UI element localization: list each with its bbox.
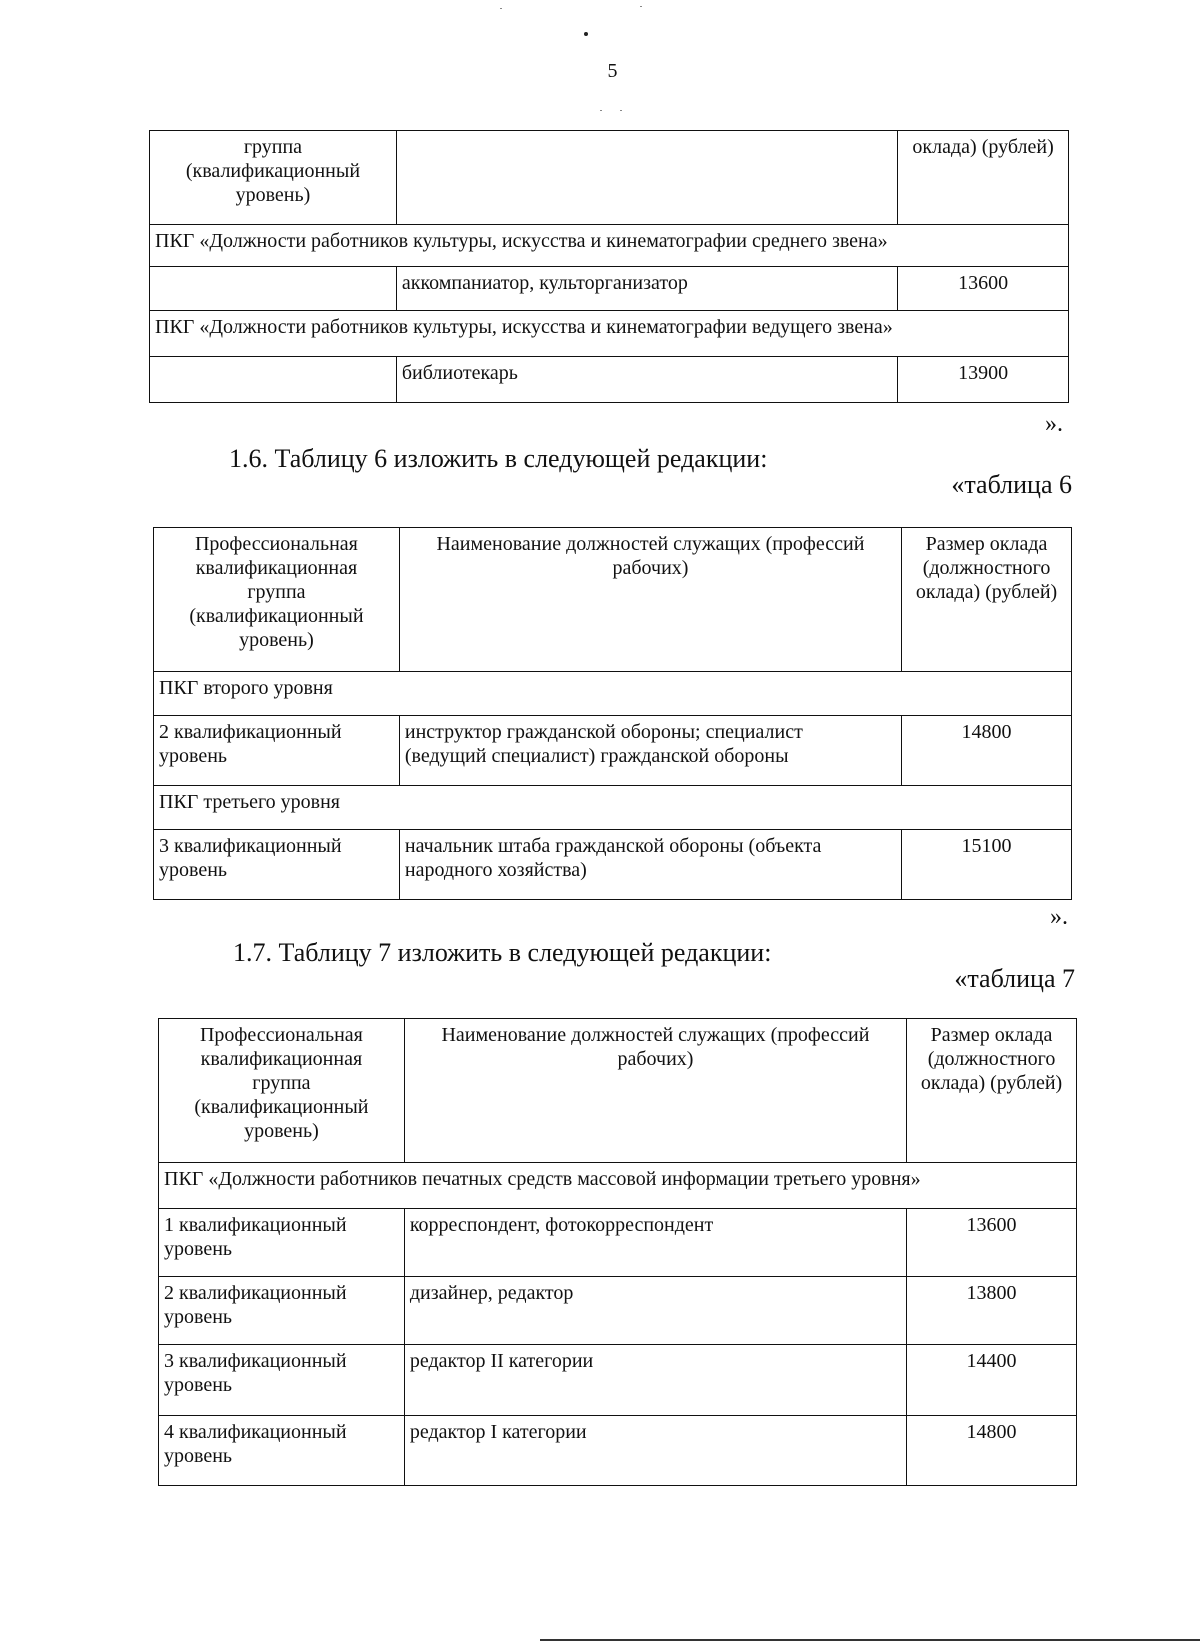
section-row <box>150 311 1069 357</box>
scan-dot <box>584 32 588 36</box>
salary-cell: 15100 <box>902 830 1072 900</box>
name-header-cell: Наименование должностей служащих (профессий рабочих) <box>399 528 901 672</box>
level-cell: 4 квалификационный уровень <box>159 1416 405 1486</box>
scan-speck <box>600 110 602 111</box>
table-6-label: «таблица 6 <box>951 470 1072 499</box>
table-row <box>154 830 1072 900</box>
salary-cell: 13600 <box>907 1209 1077 1277</box>
continued-salary-table <box>149 130 1069 403</box>
positions-cell: инструктор гражданской обороны; специалист (ведущий специалист) гражданской обороны <box>399 716 901 786</box>
salary-cell: 13600 <box>898 267 1069 311</box>
section-row <box>154 786 1072 830</box>
salary-cell: 14400 <box>907 1345 1077 1416</box>
scan-speck <box>640 6 642 7</box>
instruction-1-7: 1.7. Таблицу 7 изложить в следующей редакции: <box>233 938 772 967</box>
group-header-cell: Профессиональная квалификационная группа (квалификационный уровень) <box>159 1019 405 1163</box>
instruction-1-6: 1.6. Таблицу 6 изложить в следующей редакции: <box>229 444 768 473</box>
table-row <box>159 1416 1077 1486</box>
scan-speck <box>500 8 502 9</box>
table-row <box>154 716 1072 786</box>
salary-cell: 13800 <box>907 1277 1077 1345</box>
salary-cell: 14800 <box>902 716 1072 786</box>
section-title: ПКГ «Должности работников культуры, искусства и кинематографии среднего звена» <box>150 225 1069 267</box>
name-header-cell: Наименование должностей служащих (профессий рабочих) <box>404 1019 906 1163</box>
section-row <box>154 672 1072 716</box>
table-row <box>159 1209 1077 1277</box>
table-header-row <box>159 1019 1077 1163</box>
salary-cell: 13900 <box>898 357 1069 403</box>
positions-cell: библиотекарь <box>396 357 897 403</box>
salary-cell: 14800 <box>907 1416 1077 1486</box>
level-cell: 2 квалификационный уровень <box>154 716 400 786</box>
positions-cell: корреспондент, фотокорреспондент <box>404 1209 906 1277</box>
table-row <box>150 357 1069 403</box>
section-title: ПКГ второго уровня <box>154 672 1072 716</box>
table-header-row <box>154 528 1072 672</box>
section-title: ПКГ «Должности работников печатных средств массовой информации третьего уровня» <box>159 1163 1077 1209</box>
positions-cell: аккомпаниатор, культорганизатор <box>396 267 897 311</box>
group-header-cell: группа (квалификационный уровень) <box>150 131 397 225</box>
group-header-cell: Профессиональная квалификационная группа (квалификационный уровень) <box>154 528 400 672</box>
positions-cell: начальник штаба гражданской обороны (объекта народного хозяйства) <box>399 830 901 900</box>
salary-header-cell: Размер оклада (должностного оклада) (рублей) <box>902 528 1072 672</box>
salary-header-cell: Размер оклада (должностного оклада) (рублей) <box>907 1019 1077 1163</box>
positions-cell: дизайнер, редактор <box>404 1277 906 1345</box>
closing-quote: ». <box>1050 904 1068 930</box>
section-title: ПКГ «Должности работников культуры, искусства и кинематографии ведущего звена» <box>150 311 1069 357</box>
table-7-label: «таблица 7 <box>954 964 1075 993</box>
level-cell <box>150 357 397 403</box>
table-7 <box>158 1018 1077 1486</box>
positions-cell: редактор II категории <box>404 1345 906 1416</box>
name-header-cell <box>396 131 897 225</box>
salary-header-cell: оклада) (рублей) <box>898 131 1069 225</box>
level-cell: 3 квалификационный уровень <box>159 1345 405 1416</box>
closing-quote: ». <box>1045 411 1063 437</box>
scan-speck <box>620 110 622 111</box>
table-header-row <box>150 131 1069 225</box>
positions-cell: редактор I категории <box>404 1416 906 1486</box>
section-row <box>159 1163 1077 1209</box>
table-row <box>150 267 1069 311</box>
level-cell: 2 квалификационный уровень <box>159 1277 405 1345</box>
table-row <box>159 1345 1077 1416</box>
section-row <box>150 225 1069 267</box>
level-cell: 1 квалификационный уровень <box>159 1209 405 1277</box>
table-row <box>159 1277 1077 1345</box>
scan-edge-line <box>540 1639 1200 1641</box>
page-number: 5 <box>607 60 618 82</box>
section-title: ПКГ третьего уровня <box>154 786 1072 830</box>
level-cell <box>150 267 397 311</box>
table-6 <box>153 527 1072 900</box>
level-cell: 3 квалификационный уровень <box>154 830 400 900</box>
